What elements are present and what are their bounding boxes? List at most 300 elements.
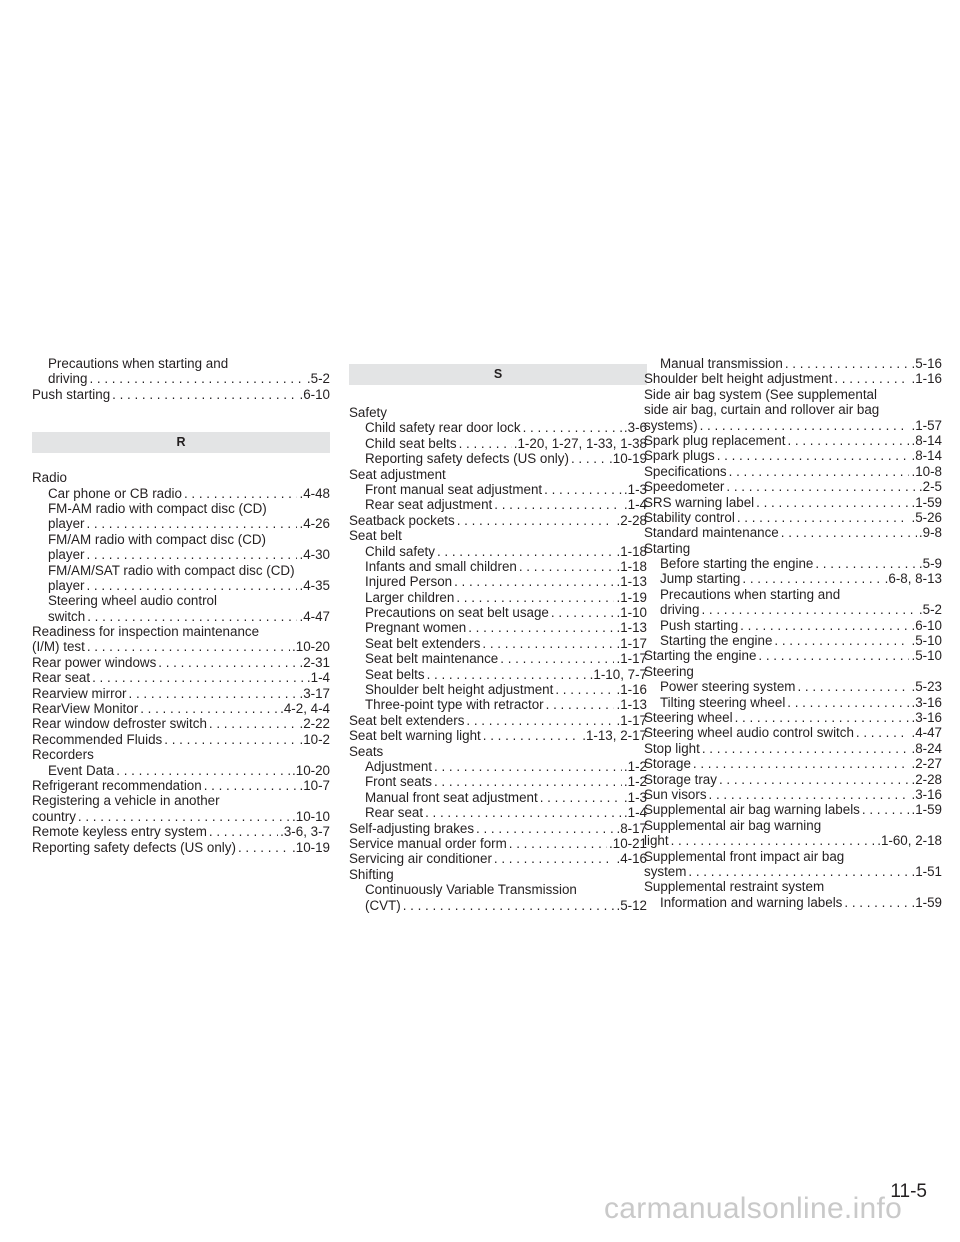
entry-text: (I/M) test <box>32 639 85 655</box>
index-entry <box>32 732 330 747</box>
entry-text: Storage tray <box>644 771 717 787</box>
entry-text: Starting the engine <box>660 633 773 649</box>
entry-text: Precautions when starting and <box>48 356 229 371</box>
entry-page-ref: .1-51 <box>911 863 942 879</box>
entry-text: Specifications <box>644 463 727 479</box>
index-entry <box>349 574 647 589</box>
index-entry <box>349 898 647 913</box>
index-entry <box>644 895 942 910</box>
entry-page-ref: .3-16 <box>911 709 942 725</box>
entry-page-ref: .6-8, 8-13 <box>884 571 942 587</box>
index-entry <box>349 682 647 697</box>
leader-dots <box>544 482 622 497</box>
entry-text: Car phone or CB radio <box>48 485 182 501</box>
index-entry <box>349 836 647 851</box>
entry-text: Seat belt extenders <box>365 635 481 651</box>
index-entry <box>349 651 647 666</box>
leader-dots <box>546 697 615 712</box>
entry-text: Supplemental air bag warning labels <box>644 802 860 818</box>
entry-text: Precautions on seat belt usage <box>365 605 549 621</box>
index-heading <box>644 879 942 894</box>
leader-dots <box>158 655 297 670</box>
leader-dots <box>209 824 278 839</box>
entry-page-ref: .2-28 <box>616 512 647 528</box>
leader-dots <box>238 840 290 855</box>
index-heading <box>32 793 330 808</box>
index-heading <box>349 867 647 882</box>
leader-dots <box>729 464 910 479</box>
index-entry <box>644 510 942 525</box>
entry-text: Seat belt extenders <box>349 712 465 728</box>
entry-text: Rear seat <box>32 670 91 686</box>
entry-text: Starting <box>644 540 691 556</box>
entry-page-ref: .1-4 <box>623 497 647 513</box>
entry-text: Steering wheel audio control <box>48 593 217 609</box>
entry-text: Rear seat <box>365 805 424 821</box>
entry-page-ref: .10-8 <box>911 463 942 479</box>
entry-text: Before starting the engine <box>660 556 814 572</box>
leader-dots <box>482 636 614 651</box>
leader-dots <box>555 682 614 697</box>
entry-page-ref: .3-17 <box>299 685 330 701</box>
index-heading <box>32 624 330 639</box>
entry-page-ref: .10-10 <box>292 808 330 824</box>
index-entry <box>32 840 330 855</box>
entry-text: Rear seat adjustment <box>365 497 493 513</box>
entry-page-ref: .1-17 <box>616 651 647 667</box>
entry-text: Push starting <box>32 386 111 402</box>
entry-text: Standard maintenance <box>644 525 779 541</box>
index-entry <box>32 824 330 839</box>
entry-text: Seat belts <box>365 666 425 682</box>
index-heading <box>644 402 942 417</box>
leader-dots <box>671 833 876 848</box>
entry-text: Service manual order form <box>349 835 507 851</box>
leader-dots <box>774 633 909 648</box>
entry-page-ref: .1-16 <box>911 371 942 387</box>
entry-page-ref: .1-13 <box>616 697 647 713</box>
entry-text: player <box>48 516 85 532</box>
index-heading <box>32 563 330 578</box>
index-column-1 <box>32 356 330 855</box>
index-heading <box>349 405 647 420</box>
leader-dots <box>466 713 614 728</box>
entry-page-ref: .8-14 <box>911 448 942 464</box>
entry-text: Seat belt maintenance <box>365 651 499 667</box>
leader-dots <box>726 479 917 494</box>
leader-dots <box>427 667 588 682</box>
entry-page-ref: .10-7 <box>299 777 330 793</box>
entry-text: (CVT) <box>365 897 401 913</box>
index-entry <box>32 716 330 731</box>
entry-text: Front manual seat adjustment <box>365 481 543 497</box>
entry-page-ref: .1-19 <box>616 589 647 605</box>
index-entry <box>644 695 942 710</box>
entry-text: Continuously Variable Transmission <box>365 882 577 898</box>
index-entry <box>349 590 647 605</box>
leader-dots <box>87 639 290 654</box>
entry-page-ref: .1-4 <box>306 670 330 686</box>
index-entry <box>644 356 942 371</box>
entry-page-ref: .6-10 <box>911 617 942 633</box>
index-column-3 <box>644 356 942 910</box>
entry-page-ref: .1-3 <box>623 789 647 805</box>
entry-text: Event Data <box>48 762 115 778</box>
index-entry <box>349 620 647 635</box>
entry-text: side air bag, curtain and rollover air bag <box>644 402 880 418</box>
index-entry <box>349 759 647 774</box>
leader-dots <box>737 510 910 525</box>
entry-page-ref: .4-26 <box>299 516 330 532</box>
leader-dots <box>785 356 910 371</box>
leader-dots <box>184 486 297 501</box>
index-entry <box>644 772 942 787</box>
entry-page-ref: .5-10 <box>911 648 942 664</box>
index-heading <box>644 664 942 679</box>
entry-page-ref: .5-16 <box>911 356 942 371</box>
index-entries-continued <box>32 356 330 402</box>
entry-text: RearView Monitor <box>32 701 139 717</box>
entry-text: SRS warning label <box>644 494 755 510</box>
index-entry <box>644 710 942 725</box>
entry-text: Child safety <box>365 543 435 559</box>
index-entry <box>644 725 942 740</box>
entry-text: Refrigerant recommendation <box>32 777 202 793</box>
index-heading <box>644 587 942 602</box>
index-entry <box>349 667 647 682</box>
leader-dots <box>717 448 910 463</box>
entry-page-ref: .1-13 <box>616 620 647 636</box>
index-entry <box>644 418 942 433</box>
entry-text: Registering a vehicle in another <box>32 793 220 809</box>
entry-text: Shoulder belt height adjustment <box>644 371 833 387</box>
index-entry <box>32 686 330 701</box>
entry-text: Information and warning labels <box>660 894 843 910</box>
leader-dots <box>693 756 910 771</box>
entry-text: Rear window defroster switch <box>32 716 207 732</box>
entry-page-ref: .10-2 <box>299 731 330 747</box>
entry-text: Steering wheel <box>644 709 733 725</box>
index-heading <box>32 747 330 762</box>
leader-dots <box>551 605 615 620</box>
leader-dots <box>735 710 910 725</box>
entry-text: Steering <box>644 663 694 679</box>
entry-page-ref: .1-60, 2-18 <box>877 833 942 849</box>
leader-dots <box>454 574 614 589</box>
leader-dots <box>742 571 882 586</box>
entry-text: Pregnant women <box>365 620 467 636</box>
entry-page-ref: .4-47 <box>911 725 942 741</box>
entry-text: systems) <box>644 417 698 433</box>
leader-dots <box>476 821 614 836</box>
entry-text: Rearview mirror <box>32 685 127 701</box>
entry-page-ref: .1-57 <box>911 417 942 433</box>
leader-dots <box>403 898 615 913</box>
leader-dots <box>523 420 622 435</box>
entry-text: light <box>644 833 669 849</box>
entry-text: Storage <box>644 756 691 772</box>
leader-dots <box>494 497 622 512</box>
entry-text: Supplemental restraint system <box>644 879 825 895</box>
entry-text: Manual transmission <box>660 356 783 371</box>
entry-page-ref: .1-18 <box>616 558 647 574</box>
entry-page-ref: .8-14 <box>911 432 942 448</box>
index-heading <box>32 532 330 547</box>
index-entry <box>349 544 647 559</box>
section-letter: S <box>493 366 503 381</box>
index-entry <box>644 787 942 802</box>
index-entry <box>644 741 942 756</box>
entry-page-ref: .1-18 <box>616 543 647 559</box>
entry-text: Supplemental air bag warning <box>644 817 822 833</box>
leader-dots <box>540 790 622 805</box>
leader-dots <box>709 787 910 802</box>
entry-page-ref: .6-10 <box>299 386 330 402</box>
entry-text: Seatback pockets <box>349 512 455 528</box>
entry-page-ref: .8-17 <box>616 820 647 836</box>
index-entry <box>349 821 647 836</box>
index-entry <box>32 547 330 562</box>
index-heading <box>349 467 647 482</box>
entry-text: system <box>644 863 687 879</box>
entry-text: Radio <box>32 470 67 486</box>
leader-dots <box>86 516 297 531</box>
entry-page-ref: .4-30 <box>299 547 330 563</box>
entry-text: Seat adjustment <box>349 466 446 482</box>
entry-page-ref: .5-9 <box>918 556 942 572</box>
entry-text: Manual front seat adjustment <box>365 789 538 805</box>
leader-dots <box>483 728 580 743</box>
section-letter-r <box>32 432 330 453</box>
index-entry <box>349 697 647 712</box>
entry-page-ref: .8-24 <box>911 740 942 756</box>
entry-page-ref: .1-59 <box>911 894 942 910</box>
entry-text: Spark plug replacement <box>644 432 786 448</box>
entry-text: Precautions when starting and <box>660 586 841 602</box>
entry-page-ref: .5-10 <box>911 633 942 649</box>
index-entries-r <box>32 470 330 855</box>
index-entry <box>349 790 647 805</box>
index-heading <box>32 356 330 371</box>
leader-dots <box>86 547 297 562</box>
leader-dots <box>204 778 298 793</box>
entry-page-ref: .10-19 <box>609 451 647 467</box>
entry-text: Push starting <box>660 617 739 633</box>
leader-dots <box>571 451 607 466</box>
entry-text: Supplemental front impact air bag <box>644 848 845 864</box>
entry-page-ref: .1-2 <box>623 774 647 790</box>
leader-dots <box>781 525 917 540</box>
leader-dots <box>756 495 909 510</box>
entry-text: Adjustment <box>365 758 432 774</box>
entry-text: driving <box>660 602 700 618</box>
entry-text: Side air bag system (See supplemental <box>644 386 877 402</box>
index-entry <box>644 556 942 571</box>
entry-page-ref: .1-3 <box>623 481 647 497</box>
leader-dots <box>787 695 909 710</box>
entry-page-ref: .1-20, 1-27, 1-33, 1-38 <box>513 435 647 451</box>
leader-dots <box>457 513 615 528</box>
index-entry <box>32 778 330 793</box>
entry-text: FM-AM radio with compact disc (CD) <box>48 500 267 516</box>
entry-page-ref: .4-2, 4-4 <box>280 701 330 717</box>
index-entry <box>349 436 647 451</box>
entry-page-ref: .2-28 <box>911 771 942 787</box>
entry-text: Recommended Fluids <box>32 731 163 747</box>
entry-text: Steering wheel audio control switch <box>644 725 854 741</box>
index-entry <box>349 805 647 820</box>
index-entry <box>644 479 942 494</box>
entry-page-ref: .5-2 <box>306 371 330 387</box>
leader-dots <box>500 651 614 666</box>
entry-page-ref: .5-2 <box>918 602 942 618</box>
entry-page-ref: .10-19 <box>292 839 330 855</box>
entry-text: Seats <box>349 743 384 759</box>
leader-dots <box>719 772 910 787</box>
index-entry <box>32 809 330 824</box>
leader-dots <box>129 686 298 701</box>
entry-page-ref: .4-16 <box>616 851 647 867</box>
entry-text: Spark plugs <box>644 448 715 464</box>
entry-text: Reporting safety defects (US only) <box>32 839 236 855</box>
leader-dots <box>787 433 909 448</box>
index-heading <box>644 541 942 556</box>
leader-dots <box>437 544 615 559</box>
entry-page-ref: .1-17 <box>616 635 647 651</box>
index-heading <box>644 849 942 864</box>
entry-text: Safety <box>349 405 387 420</box>
entry-text: Child seat belts <box>365 435 457 451</box>
index-entry <box>349 636 647 651</box>
entry-text: Injured Person <box>365 574 453 590</box>
index-entry <box>349 774 647 789</box>
entry-text: Stability control <box>644 509 735 525</box>
entry-text: player <box>48 547 85 563</box>
entry-text: Self-adjusting brakes <box>349 820 475 836</box>
index-entry <box>349 851 647 866</box>
index-entry <box>349 482 647 497</box>
leader-dots <box>434 759 622 774</box>
entry-text: Stop light <box>644 740 700 756</box>
entry-page-ref: .1-13, 2-17 <box>582 728 647 744</box>
index-heading <box>32 470 330 485</box>
index-heading <box>32 593 330 608</box>
leader-dots <box>92 670 305 685</box>
index-entries-s-continued <box>644 356 942 910</box>
entry-text: Tilting steering wheel <box>660 694 786 710</box>
index-heading <box>32 501 330 516</box>
leader-dots <box>702 741 910 756</box>
index-entry <box>349 513 647 528</box>
index-entry <box>349 728 647 743</box>
leader-dots <box>209 716 298 731</box>
entry-text: Recorders <box>32 747 94 763</box>
entry-text: Servicing air conditioner <box>349 851 492 867</box>
entry-text: Jump starting <box>660 571 741 587</box>
index-entry <box>32 516 330 531</box>
entry-text: Rear power windows <box>32 654 157 670</box>
index-entry <box>32 387 330 402</box>
entry-text: Readiness for inspection maintenance <box>32 624 260 640</box>
leader-dots <box>140 701 278 716</box>
index-heading <box>349 528 647 543</box>
entry-page-ref: .1-13 <box>616 574 647 590</box>
entry-page-ref: .1-59 <box>911 494 942 510</box>
index-entry <box>32 701 330 716</box>
leader-dots <box>87 609 297 624</box>
index-entry <box>644 833 942 848</box>
index-entry <box>349 605 647 620</box>
index-entry <box>32 578 330 593</box>
leader-dots <box>434 774 622 789</box>
index-entry <box>349 713 647 728</box>
index-entry <box>644 571 942 586</box>
section-letter: R <box>176 434 186 449</box>
entry-page-ref: .5-12 <box>616 897 647 913</box>
entry-page-ref: .2-27 <box>911 756 942 772</box>
index-entry <box>644 802 942 817</box>
index-entry <box>644 864 942 879</box>
index-heading <box>644 387 942 402</box>
index-entry <box>644 433 942 448</box>
entry-text: Infants and small children <box>365 558 517 574</box>
entry-page-ref: .4-47 <box>299 608 330 624</box>
entry-text: Front seats <box>365 774 432 790</box>
entry-text: Speedometer <box>644 479 725 495</box>
entry-page-ref: .9-8 <box>918 525 942 541</box>
leader-dots <box>509 836 607 851</box>
entry-page-ref: .4-35 <box>299 577 330 593</box>
entry-page-ref: .5-26 <box>911 509 942 525</box>
leader-dots <box>701 602 916 617</box>
leader-dots <box>688 864 909 879</box>
index-entry <box>644 448 942 463</box>
entry-page-ref: .3-16 <box>911 786 942 802</box>
leader-dots <box>112 387 297 402</box>
entry-page-ref: .1-10, 7-7 <box>589 666 647 682</box>
leader-dots <box>740 618 909 633</box>
entry-page-ref: .3-6 <box>623 420 647 436</box>
entry-text: Larger children <box>365 589 455 605</box>
entry-page-ref: .1-4 <box>623 805 647 821</box>
index-column-2 <box>349 356 647 913</box>
index-entry <box>644 464 942 479</box>
index-entry <box>644 648 942 663</box>
index-entry <box>644 371 942 386</box>
index-entry <box>32 609 330 624</box>
entry-text: Three-point type with retractor <box>365 697 544 713</box>
entry-text: driving <box>48 371 88 387</box>
index-entry <box>32 371 330 386</box>
index-heading <box>349 882 647 897</box>
watermark-url: carmanualsonline.info <box>604 1192 903 1225</box>
entry-page-ref: .10-20 <box>292 762 330 778</box>
entry-text: Seat belt warning light <box>349 728 481 744</box>
entry-text: FM/AM radio with compact disc (CD) <box>48 531 267 547</box>
leader-dots <box>459 436 512 451</box>
index-entry <box>349 420 647 435</box>
leader-dots <box>86 578 297 593</box>
entry-text: Sun visors <box>644 786 707 802</box>
entry-text: Shoulder belt height adjustment <box>365 682 554 698</box>
leader-dots <box>862 802 910 817</box>
index-heading <box>349 744 647 759</box>
index-entry <box>644 495 942 510</box>
leader-dots <box>425 805 622 820</box>
leader-dots <box>494 851 615 866</box>
index-entry <box>349 451 647 466</box>
leader-dots <box>700 418 910 433</box>
